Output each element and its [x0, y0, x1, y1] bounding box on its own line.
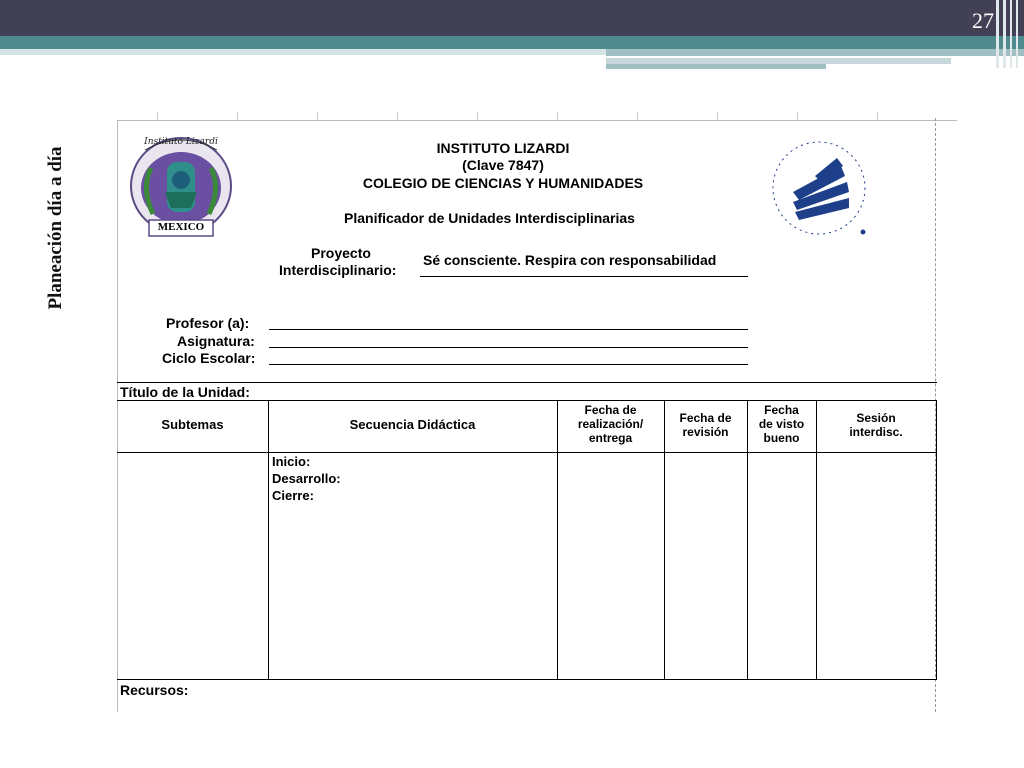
- cch-logo: [763, 136, 875, 240]
- project-label-line2: Interdisciplinario:: [279, 262, 397, 278]
- project-underline: [420, 276, 748, 277]
- logo-mexico-text: MEXICO: [157, 221, 205, 233]
- table-column-divider: [816, 400, 817, 680]
- table-right-border: [936, 400, 937, 680]
- recursos-label: Recursos:: [120, 682, 189, 698]
- header-text: revisión: [682, 425, 729, 439]
- slide-number: 27: [972, 8, 994, 33]
- planner-title: Planificador de Unidades Interdisciplinarias: [344, 210, 635, 226]
- slide-header-stripe: [996, 0, 999, 68]
- slide-header-stripe: [1003, 0, 1006, 68]
- slide-header-stripe: [606, 64, 826, 69]
- header-text: Fecha de: [584, 403, 637, 417]
- header-fecha-visto-bueno: [747, 403, 816, 445]
- slide-header-stripe: [0, 49, 606, 55]
- slide-header-stripe: [1010, 0, 1012, 68]
- school-name: INSTITUTO LIZARDI: [436, 140, 570, 156]
- header-text: entrega: [588, 431, 633, 445]
- table-header-bottom: [117, 452, 937, 453]
- slide-header-stripe: [606, 49, 1024, 56]
- header-text: Fecha: [764, 403, 799, 417]
- table-body-bottom: [117, 679, 937, 680]
- project-value[interactable]: Sé consciente. Respira con responsabilidad: [423, 252, 717, 268]
- header-text: de visto: [758, 417, 805, 431]
- instituto-lizardi-logo: [125, 128, 237, 244]
- header-text: bueno: [763, 431, 800, 445]
- school-clave: (Clave 7847): [462, 157, 544, 173]
- header-subtemas: Subtemas: [161, 417, 224, 432]
- table-header-top: [117, 400, 937, 401]
- svg-text:Instituto Lizardi: Instituto Lizardi: [144, 137, 218, 147]
- unit-title-label: Título de la Unidad:: [120, 384, 250, 400]
- form-left-edge: [117, 120, 118, 712]
- planner-form: [117, 112, 957, 712]
- table-column-divider: [664, 400, 665, 680]
- ciclo-escolar-field[interactable]: [269, 364, 748, 365]
- header-secuencia-didactica: Secuencia Didáctica: [349, 417, 476, 432]
- table-top-border: [117, 382, 937, 383]
- header-text: Fecha de: [679, 411, 732, 425]
- asignatura-label: Asignatura:: [177, 333, 255, 349]
- header-fecha-realizacion: [557, 403, 664, 445]
- asignatura-field[interactable]: [269, 347, 748, 348]
- slide-header-accent: [0, 36, 1024, 49]
- table-column-divider: [268, 400, 269, 680]
- header-fecha-revision: [664, 411, 747, 439]
- college-name: COLEGIO DE CIENCIAS Y HUMANIDADES: [362, 175, 644, 191]
- header-sesion-interdisc: [816, 411, 936, 439]
- header-text: interdisc.: [849, 425, 903, 439]
- secuencia-inicio: Inicio:: [272, 454, 311, 469]
- secuencia-cierre: Cierre:: [272, 488, 314, 503]
- slide-header-band: [0, 0, 1024, 36]
- secuencia-desarrollo: Desarrollo:: [272, 471, 341, 486]
- profesor-label: Profesor (a):: [166, 315, 250, 331]
- spreadsheet-grid-top: [117, 112, 957, 121]
- project-label-line1: Proyecto: [311, 245, 371, 261]
- header-text: Sesión: [856, 411, 896, 425]
- ciclo-escolar-label: Ciclo Escolar:: [162, 350, 256, 366]
- profesor-field[interactable]: [269, 329, 748, 330]
- header-text: realización/: [577, 417, 644, 431]
- slide-side-title: Planeación día a día: [45, 146, 66, 310]
- slide-header-stripe: [1016, 0, 1018, 68]
